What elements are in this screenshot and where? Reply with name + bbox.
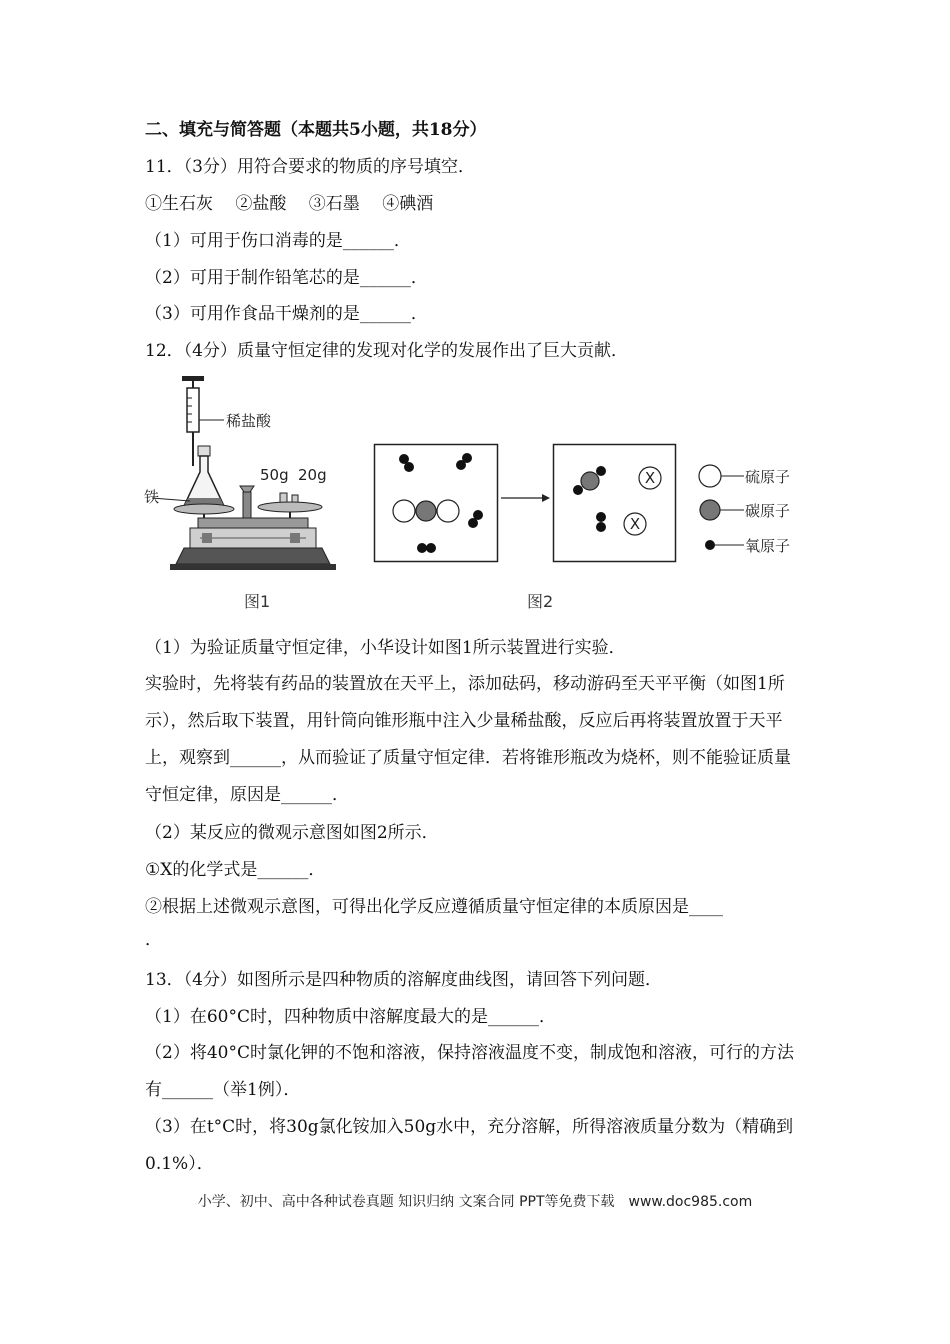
- x-molecule: [624, 513, 646, 535]
- oxygen-atom-icon: [705, 540, 715, 550]
- left-pan: [174, 504, 234, 514]
- q12-stem: 12．（4分）质量守恒定律的发现对化学的发展作出了巨大贡献．: [145, 341, 628, 361]
- label-weight-20g: 20g: [298, 466, 327, 484]
- q13-part2: （2）将40°C时氯化钾的不饱和溶液，保持溶液温度不变，制成饱和溶液，可行的方法有______（举1例）．: [145, 1043, 794, 1100]
- carbon-atom-icon: [700, 500, 720, 520]
- page-footer: 小学、初中、高中各种试卷真题 知识归纳 文案合同 PPT等免费下载 www.doc985.com: [197, 1194, 753, 1210]
- balance-base: [176, 548, 330, 564]
- syringe-plunger-head: [182, 376, 204, 381]
- legend-carbon: 碳原子: [745, 502, 791, 520]
- figure2-reaction: [372, 442, 842, 564]
- q12-part2-b-end: ．: [145, 930, 162, 950]
- svg-text:X: X: [629, 515, 641, 533]
- legend-oxygen: 氧原子: [745, 537, 791, 555]
- q11-options: ①生石灰 ②盐酸 ③石墨 ④碘酒: [145, 194, 434, 214]
- q11-stem: 11．（3分）用符合要求的物质的序号填空．: [145, 157, 475, 177]
- q12-part2-title: （2）某反应的微观示意图如图2所示．: [145, 823, 439, 843]
- q11-part2: （2）可用于制作铅笔芯的是______．: [145, 268, 428, 288]
- q13-part3: （3）在t°C时，将30g氯化铵加入50g水中，充分溶解，所得溶液质量分数为（精确到0.1%）．: [145, 1117, 794, 1174]
- q11-part1: （1）可用于伤口消毒的是______．: [145, 231, 411, 251]
- q12-part2-a: ①X的化学式是______．: [145, 860, 326, 880]
- sulfur-atom-icon: [699, 465, 721, 487]
- q13-part1: （1）在60°C时，四种物质中溶解度最大的是______．: [145, 1007, 556, 1027]
- legend-sulfur: 硫原子: [745, 468, 791, 486]
- figure1-caption: 图1: [244, 592, 271, 611]
- product-box: [554, 445, 676, 562]
- reactant-box: [375, 445, 498, 562]
- svg-text:X: X: [644, 469, 656, 487]
- q12-part1-body: 实验时，先将装有药品的装置放在天平上，添加砝码，移动游码至天平平衡（如图1所示），然后取下装置，用针筒向锥形瓶中注入少量稀盐酸，反应后再将装置放置于天平上，观察到______，从而验证了质量守恒定律．若将锥形瓶改为烧杯，则不能验证质量守恒定律，原因是______．: [145, 674, 791, 805]
- x-molecule: [639, 467, 661, 489]
- figure1-apparatus: [140, 368, 350, 580]
- q11-part3: （3）可用作食品干燥剂的是______．: [145, 304, 428, 324]
- section-title: 二、填充与简答题（本题共5小题，共18分）: [145, 120, 487, 140]
- label-weight-50g: 50g: [260, 466, 289, 484]
- cs2-molecule: [393, 500, 459, 522]
- label-iron: 铁: [144, 488, 160, 506]
- syringe-barrel: [187, 388, 199, 432]
- label-dilute-hcl: 稀盐酸: [226, 412, 272, 430]
- balance-beam: [198, 518, 308, 528]
- q12-part2-b: ②根据上述微观示意图，可得出化学反应遵循质量守恒定律的本质原因是____: [145, 897, 723, 917]
- right-pan: [258, 502, 322, 512]
- figure2-caption: 图2: [527, 592, 554, 611]
- balance-pointer: [243, 492, 251, 518]
- q12-part1-title: （1）为验证质量守恒定律，小华设计如图1所示装置进行实验．: [145, 638, 626, 658]
- q13-stem: 13．（4分）如图所示是四种物质的溶解度曲线图，请回答下列问题．: [145, 970, 662, 990]
